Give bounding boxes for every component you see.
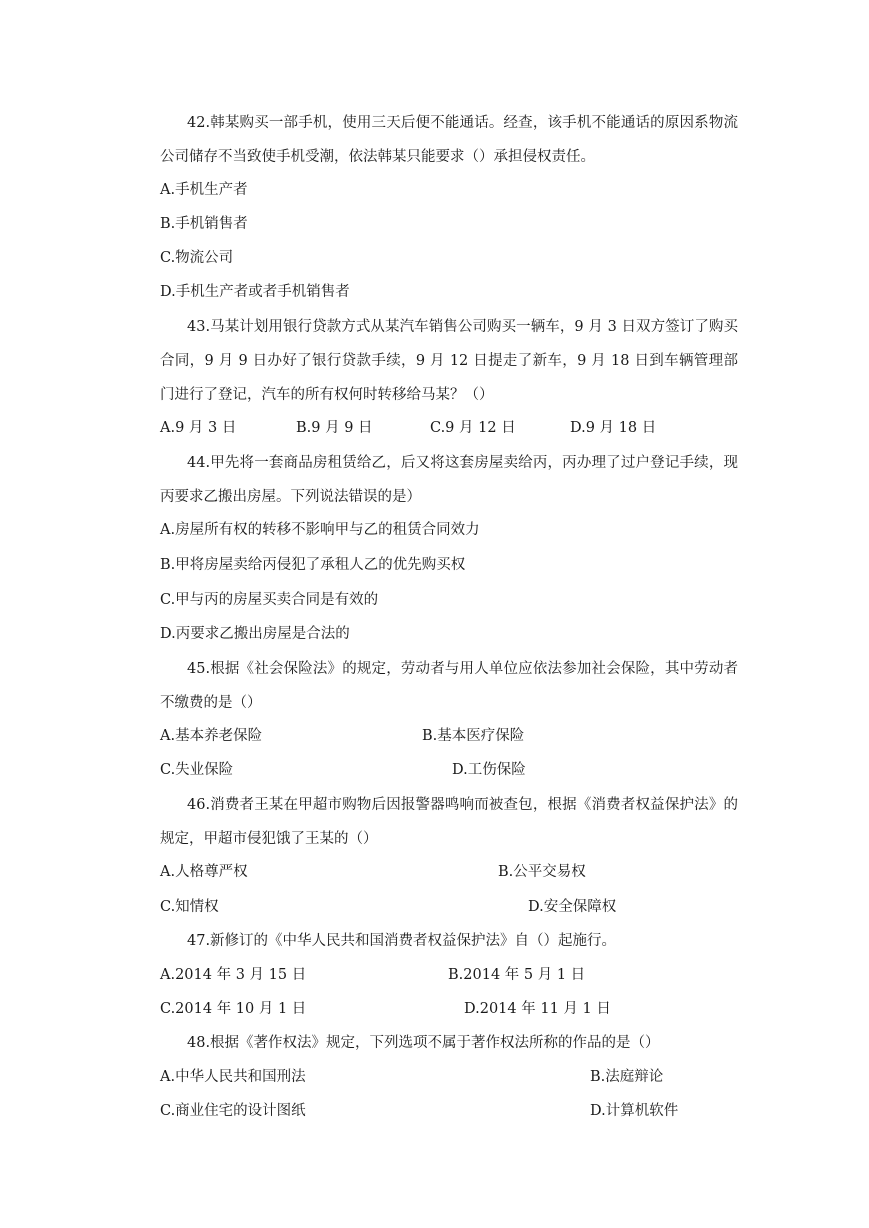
question-46-option-a: A.人格尊严权 (160, 864, 248, 880)
question-45-stem: 45.根据《社会保险法》的规定，劳动者与用人单位应依法参加社会保险，其中劳动者不缴费的是（） (160, 661, 738, 711)
question-42-option-d: D.手机生产者或者手机销售者 (160, 284, 350, 300)
question-46-option-d: D.安全保障权 (528, 899, 617, 915)
question-44-option-d: D.丙要求乙搬出房屋是合法的 (160, 626, 350, 642)
question-44-option-a: A.房屋所有权的转移不影响甲与乙的租赁合同效力 (160, 522, 480, 538)
question-47-option-b: B.2014 年 5 月 1 日 (448, 967, 586, 983)
question-43-option-a: A.9 月 3 日 (160, 420, 237, 436)
question-47-option-d: D.2014 年 11 月 1 日 (464, 1001, 611, 1017)
question-43-option-c: C.9 月 12 日 (430, 420, 516, 436)
question-45-option-d: D.工伤保险 (452, 762, 526, 778)
question-45-option-a: A.基本养老保险 (160, 728, 263, 744)
question-43-option-d: D.9 月 18 日 (570, 420, 657, 436)
question-48-option-b: B.法庭辩论 (590, 1069, 664, 1085)
question-46-stem: 46.消费者王某在甲超市购物后因报警器鸣响而被查包，根据《消费者权益保护法》的规定，甲超市侵犯饿了王某的（） (160, 797, 738, 847)
question-42-option-b: B.手机销售者 (160, 216, 248, 232)
question-42-option-c: C.物流公司 (160, 250, 234, 266)
question-42-option-a: A.手机生产者 (160, 182, 248, 198)
question-48-stem: 48.根据《著作权法》规定，下列选项不属于著作权法所称的作品的是（） (187, 1035, 660, 1051)
question-46-option-b: B.公平交易权 (498, 864, 586, 880)
question-46-option-c: C.知情权 (160, 899, 219, 915)
question-45-option-b: B.基本医疗保险 (422, 728, 525, 744)
question-48-option-a: A.中华人民共和国刑法 (160, 1069, 306, 1085)
question-47-stem: 47.新修订的《中华人民共和国消费者权益保护法》自（）起施行。 (187, 933, 617, 949)
question-43-stem: 43.马某计划用银行贷款方式从某汽车销售公司购买一辆车，9 月 3 日双方签订了购买合同，9 月 9 日办好了银行贷款手续，9 月 12 日提走了新车，9 月 18 日到车辆管理部门进行了登记，汽车的所有权何时转移给马某？（） (160, 319, 738, 403)
question-42-stem: 42.韩某购买一部手机，使用三天后便不能通话。经查，该手机不能通话的原因系物流公司储存不当致使手机受潮，依法韩某只能要求（）承担侵权责任。 (160, 115, 738, 165)
question-47-option-a: A.2014 年 3 月 15 日 (160, 967, 307, 983)
question-44-option-b: B.甲将房屋卖给丙侵犯了承租人乙的优先购买权 (160, 557, 466, 573)
question-44-stem: 44.甲先将一套商品房租赁给乙，后又将这套房屋卖给丙，丙办理了过户登记手续，现丙要求乙搬出房屋。下列说法错误的是） (160, 455, 738, 505)
question-48-option-d: D.计算机软件 (590, 1103, 679, 1119)
question-44-option-c: C.甲与丙的房屋买卖合同是有效的 (160, 592, 379, 608)
question-43-option-b: B.9 月 9 日 (296, 420, 373, 436)
question-45-option-c: C.失业保险 (160, 762, 234, 778)
question-47-option-c: C.2014 年 10 月 1 日 (160, 1001, 307, 1017)
question-48-option-c: C.商业住宅的设计图纸 (160, 1103, 306, 1119)
